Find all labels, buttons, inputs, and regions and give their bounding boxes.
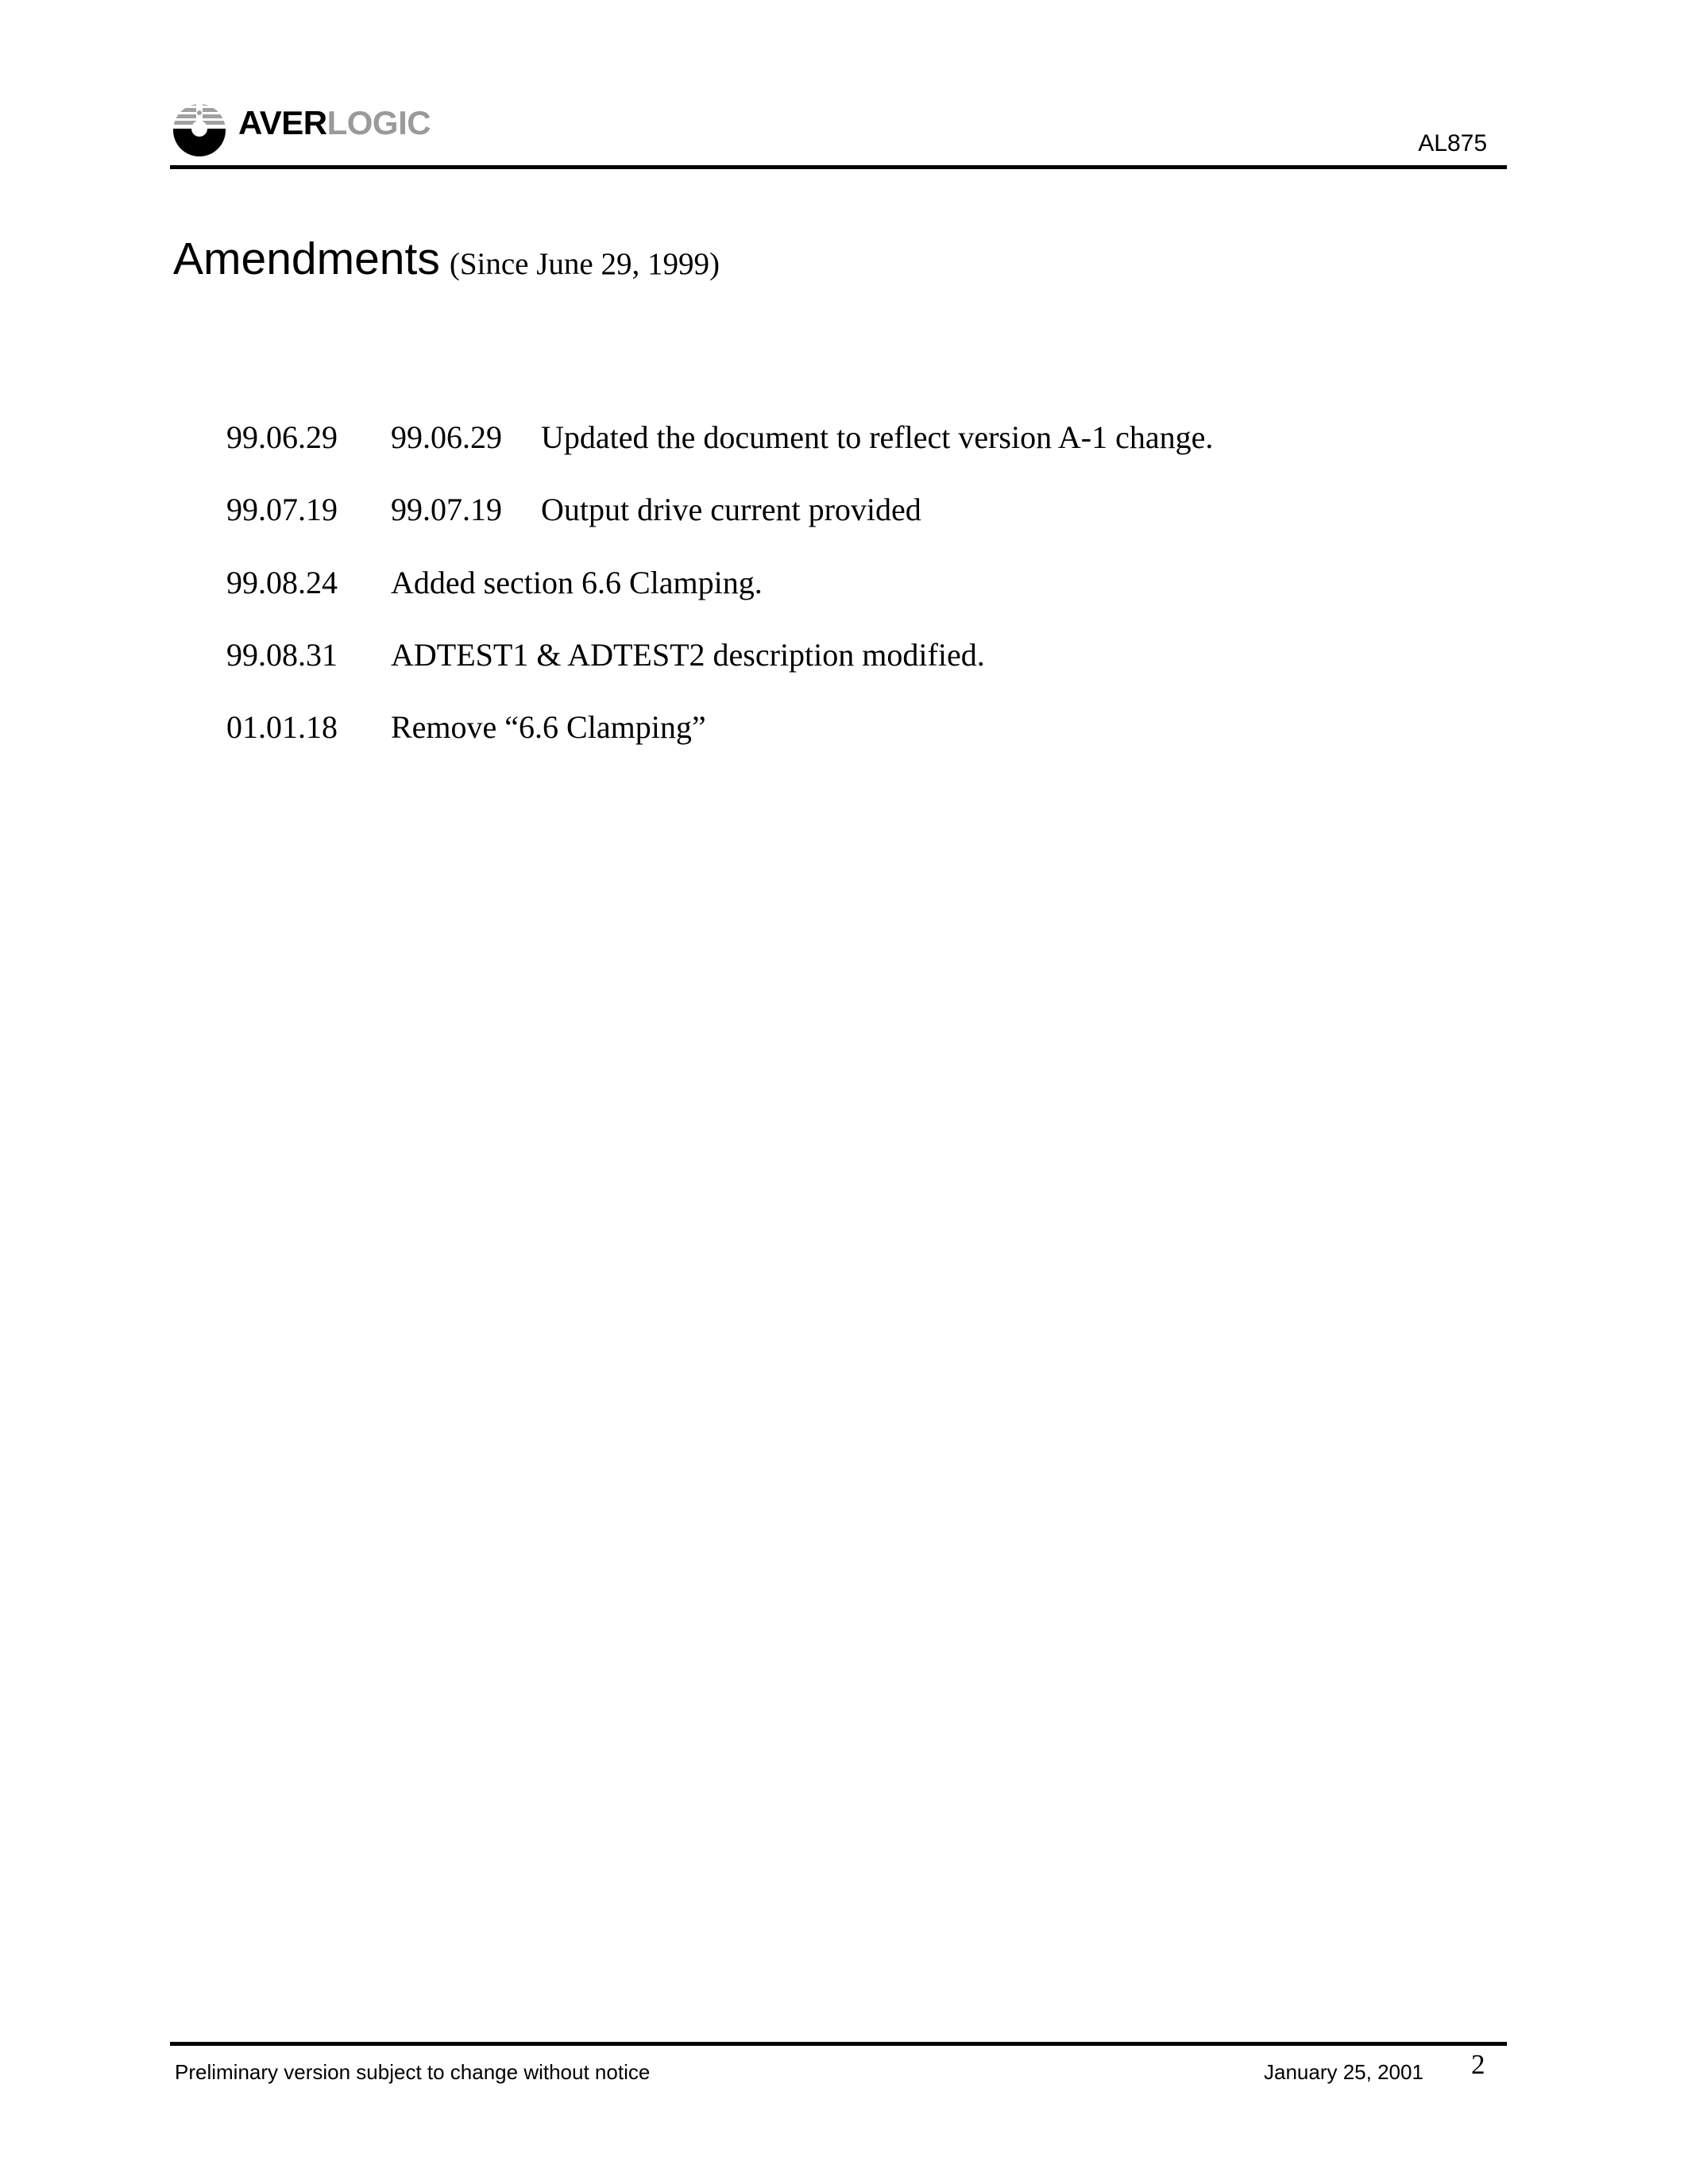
amendment-date: 99.07.19: [226, 492, 338, 527]
header-divider: [170, 165, 1507, 169]
amendment-date: 99.08.31: [226, 637, 338, 673]
amendment-date: 99.08.24: [226, 565, 338, 600]
amendment-description: Updated the document to reflect version A-1 change.: [541, 419, 1214, 455]
footer-date: January 25, 2001: [1264, 2060, 1423, 2084]
logo-text-logic: LOGIC: [326, 104, 431, 141]
title-main: Amendments: [173, 233, 440, 284]
amendment-description: Output drive current provided: [541, 492, 921, 527]
logo-text-aver: AVER: [238, 104, 327, 141]
title-subtitle: (Since June 29, 1999): [449, 247, 720, 281]
amendment-date: 99.06.29: [226, 419, 338, 455]
averlogic-logo-icon: [172, 97, 227, 159]
amendment-description: Remove “6.6 Clamping”: [391, 709, 706, 745]
amendment-date-secondary: 99.06.29: [391, 419, 502, 455]
company-logo-wordmark: [238, 106, 431, 140]
page-title: [173, 233, 720, 284]
amendment-description: Added section 6.6 Clamping.: [391, 565, 763, 600]
amendment-description: ADTEST1 & ADTEST2 description modified.: [391, 637, 985, 673]
document-id: AL875: [1418, 130, 1487, 156]
amendment-date-secondary: 99.07.19: [391, 492, 502, 527]
footer-divider: [170, 2042, 1507, 2046]
page-number: 2: [1471, 2049, 1485, 2080]
footer-notice: Preliminary version subject to change without notice: [175, 2060, 651, 2084]
amendment-date: 01.01.18: [226, 709, 338, 745]
